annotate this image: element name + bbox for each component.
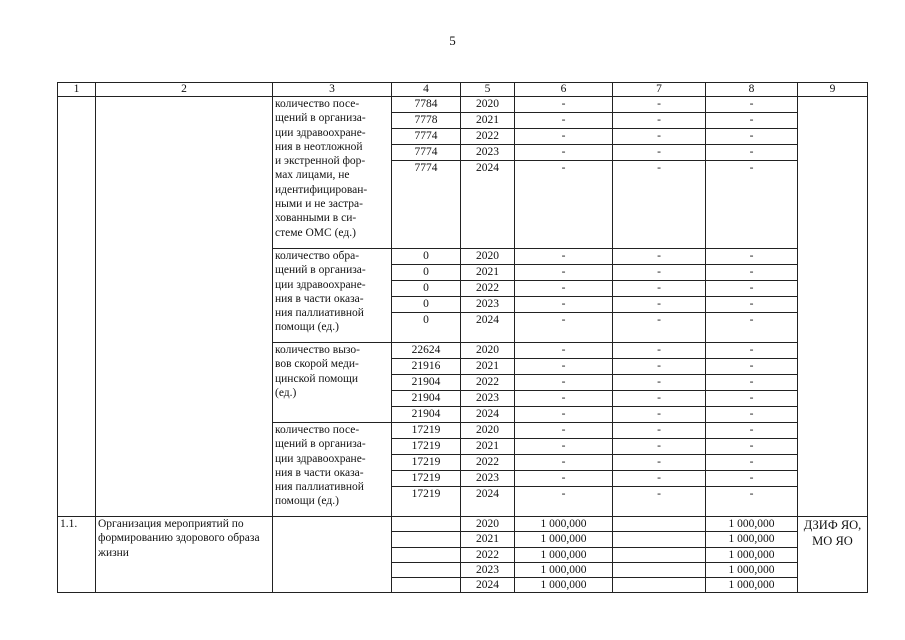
funding-cell-7 — [613, 578, 706, 593]
indicator-value: 17219 — [392, 455, 461, 471]
activity-number: 1.1. — [58, 517, 96, 593]
indicator-value: 21916 — [392, 359, 461, 375]
funding-cell-6: - — [515, 359, 613, 375]
year-cell: 2024 — [461, 161, 515, 249]
header-row — [58, 83, 868, 97]
funding-cell-8: - — [706, 145, 798, 161]
funding-cell-7 — [613, 532, 706, 547]
funding-cell-8: - — [706, 129, 798, 145]
funding-cell-7: - — [613, 439, 706, 455]
year-cell: 2021 — [461, 359, 515, 375]
column-header: 8 — [706, 83, 798, 97]
funding-cell-7: - — [613, 407, 706, 423]
indicator-value: 7774 — [392, 145, 461, 161]
indicator-value: 22624 — [392, 343, 461, 359]
funding-cell-8: - — [706, 161, 798, 249]
activity-row — [58, 517, 868, 532]
funding-cell-6: 1 000,000 — [515, 532, 613, 547]
indicator-value: 17219 — [392, 487, 461, 517]
indicator-value: 7774 — [392, 129, 461, 145]
funding-cell-7 — [613, 517, 706, 532]
column-header: 4 — [392, 83, 461, 97]
year-cell: 2023 — [461, 471, 515, 487]
funding-cell-6: - — [515, 375, 613, 391]
funding-cell-8: - — [706, 113, 798, 129]
funding-cell-7: - — [613, 113, 706, 129]
funding-cell-6: 1 000,000 — [515, 562, 613, 577]
activity-value-empty — [392, 547, 461, 562]
funding-cell-8: - — [706, 343, 798, 359]
funding-cell-6: - — [515, 145, 613, 161]
column-header: 5 — [461, 83, 515, 97]
year-cell: 2023 — [461, 145, 515, 161]
column-header: 3 — [273, 83, 392, 97]
year-cell: 2022 — [461, 375, 515, 391]
column-header: 9 — [798, 83, 868, 97]
program-table — [57, 82, 868, 593]
funding-cell-8: - — [706, 471, 798, 487]
indicator-value: 0 — [392, 249, 461, 265]
year-cell: 2024 — [461, 487, 515, 517]
funding-cell-8: 1 000,000 — [706, 517, 798, 532]
table-row — [58, 97, 868, 113]
funding-cell-8: - — [706, 375, 798, 391]
funding-cell-6: - — [515, 129, 613, 145]
funding-cell-7: - — [613, 375, 706, 391]
funding-cell-7: - — [613, 423, 706, 439]
year-cell: 2022 — [461, 129, 515, 145]
indicator-value: 7784 — [392, 97, 461, 113]
indicator-value: 0 — [392, 281, 461, 297]
indicator-value: 21904 — [392, 407, 461, 423]
indicator-value: 0 — [392, 313, 461, 343]
year-cell: 2024 — [461, 578, 515, 593]
indicator-label: количество вызо- вов скорой меди- цинской помощи (ед.) — [273, 343, 392, 423]
year-cell: 2024 — [461, 407, 515, 423]
funding-cell-8: - — [706, 281, 798, 297]
funding-cell-6: - — [515, 343, 613, 359]
funding-cell-8: 1 000,000 — [706, 532, 798, 547]
funding-cell-8: - — [706, 97, 798, 113]
funding-cell-8: 1 000,000 — [706, 547, 798, 562]
year-cell: 2020 — [461, 249, 515, 265]
indicator-value: 0 — [392, 265, 461, 281]
funding-cell-6: - — [515, 249, 613, 265]
funding-cell-8: - — [706, 455, 798, 471]
funding-cell-6: 1 000,000 — [515, 547, 613, 562]
funding-cell-6: - — [515, 423, 613, 439]
funding-cell-8: 1 000,000 — [706, 578, 798, 593]
funding-cell-6: - — [515, 313, 613, 343]
funding-cell-6: - — [515, 97, 613, 113]
funding-cell-6: - — [515, 265, 613, 281]
year-cell: 2021 — [461, 532, 515, 547]
funding-cell-6: 1 000,000 — [515, 578, 613, 593]
indicator-value: 17219 — [392, 439, 461, 455]
indicator-label: количество посе- щений в организа- ции здравоохране- ния в неотложной и экстренной фор- мах лицами, не идентифицирован- ными и не застра- хованными в си- стеме ОМС (ед.) — [273, 97, 392, 249]
funding-cell-6: - — [515, 297, 613, 313]
funding-cell-7: - — [613, 455, 706, 471]
column-header: 2 — [96, 83, 273, 97]
funding-cell-7: - — [613, 129, 706, 145]
activity-value-empty — [392, 532, 461, 547]
funding-cell-6: - — [515, 439, 613, 455]
funding-cell-7: - — [613, 281, 706, 297]
empty-number-cell — [58, 97, 96, 517]
funding-cell-8: - — [706, 439, 798, 455]
year-cell: 2021 — [461, 439, 515, 455]
activity-value-empty — [392, 578, 461, 593]
funding-cell-8: - — [706, 249, 798, 265]
funding-cell-8: - — [706, 297, 798, 313]
year-cell: 2020 — [461, 517, 515, 532]
funding-cell-8: - — [706, 487, 798, 517]
funding-cell-8: - — [706, 391, 798, 407]
indicator-value: 17219 — [392, 423, 461, 439]
funding-cell-7: - — [613, 265, 706, 281]
activity-executor: ДЗИФ ЯО, МО ЯО — [798, 517, 868, 593]
empty-executor-cell — [798, 97, 868, 517]
year-cell: 2021 — [461, 113, 515, 129]
funding-cell-7: - — [613, 343, 706, 359]
page-number: 5 — [449, 33, 456, 48]
funding-cell-6: - — [515, 391, 613, 407]
year-cell: 2020 — [461, 423, 515, 439]
funding-cell-7 — [613, 547, 706, 562]
column-header: 1 — [58, 83, 96, 97]
year-cell: 2020 — [461, 343, 515, 359]
indicator-label: количество посе- щений в организа- ции здравоохране- ния в части оказа- ния паллиативной помощи (ед.) — [273, 423, 392, 517]
funding-cell-6: 1 000,000 — [515, 517, 613, 532]
indicator-value: 7778 — [392, 113, 461, 129]
funding-cell-8: - — [706, 407, 798, 423]
funding-cell-8: - — [706, 265, 798, 281]
funding-cell-7: - — [613, 97, 706, 113]
indicator-label: количество обра- щений в организа- ции здравоохране- ния в части оказа- ния паллиативной помощи (ед.) — [273, 249, 392, 343]
funding-cell-7: - — [613, 161, 706, 249]
year-cell: 2023 — [461, 297, 515, 313]
funding-cell-7: - — [613, 391, 706, 407]
column-header: 7 — [613, 83, 706, 97]
year-cell: 2023 — [461, 391, 515, 407]
funding-cell-6: - — [515, 113, 613, 129]
funding-cell-8: - — [706, 359, 798, 375]
funding-cell-6: - — [515, 161, 613, 249]
column-header: 6 — [515, 83, 613, 97]
activity-indicator-empty — [273, 517, 392, 593]
year-cell: 2022 — [461, 547, 515, 562]
activity-value-empty — [392, 517, 461, 532]
year-cell: 2020 — [461, 97, 515, 113]
indicator-value: 21904 — [392, 391, 461, 407]
funding-cell-8: - — [706, 423, 798, 439]
year-cell: 2021 — [461, 265, 515, 281]
year-cell: 2022 — [461, 455, 515, 471]
funding-cell-6: - — [515, 471, 613, 487]
funding-cell-6: - — [515, 455, 613, 471]
funding-cell-8: - — [706, 313, 798, 343]
funding-cell-8: 1 000,000 — [706, 562, 798, 577]
funding-cell-6: - — [515, 281, 613, 297]
year-cell: 2023 — [461, 562, 515, 577]
funding-cell-7: - — [613, 487, 706, 517]
indicator-value: 0 — [392, 297, 461, 313]
funding-cell-7: - — [613, 249, 706, 265]
funding-cell-7: - — [613, 297, 706, 313]
year-cell: 2022 — [461, 281, 515, 297]
indicator-value: 7774 — [392, 161, 461, 249]
year-cell: 2024 — [461, 313, 515, 343]
activity-value-empty — [392, 562, 461, 577]
funding-cell-6: - — [515, 487, 613, 517]
funding-cell-6: - — [515, 407, 613, 423]
indicator-value: 21904 — [392, 375, 461, 391]
indicator-value: 17219 — [392, 471, 461, 487]
empty-activity-cell — [96, 97, 273, 517]
activity-name: Организация мероприятий по формированию здорового образа жизни — [96, 517, 273, 593]
funding-cell-7: - — [613, 359, 706, 375]
funding-cell-7: - — [613, 313, 706, 343]
funding-cell-7: - — [613, 145, 706, 161]
funding-cell-7 — [613, 562, 706, 577]
funding-cell-7: - — [613, 471, 706, 487]
